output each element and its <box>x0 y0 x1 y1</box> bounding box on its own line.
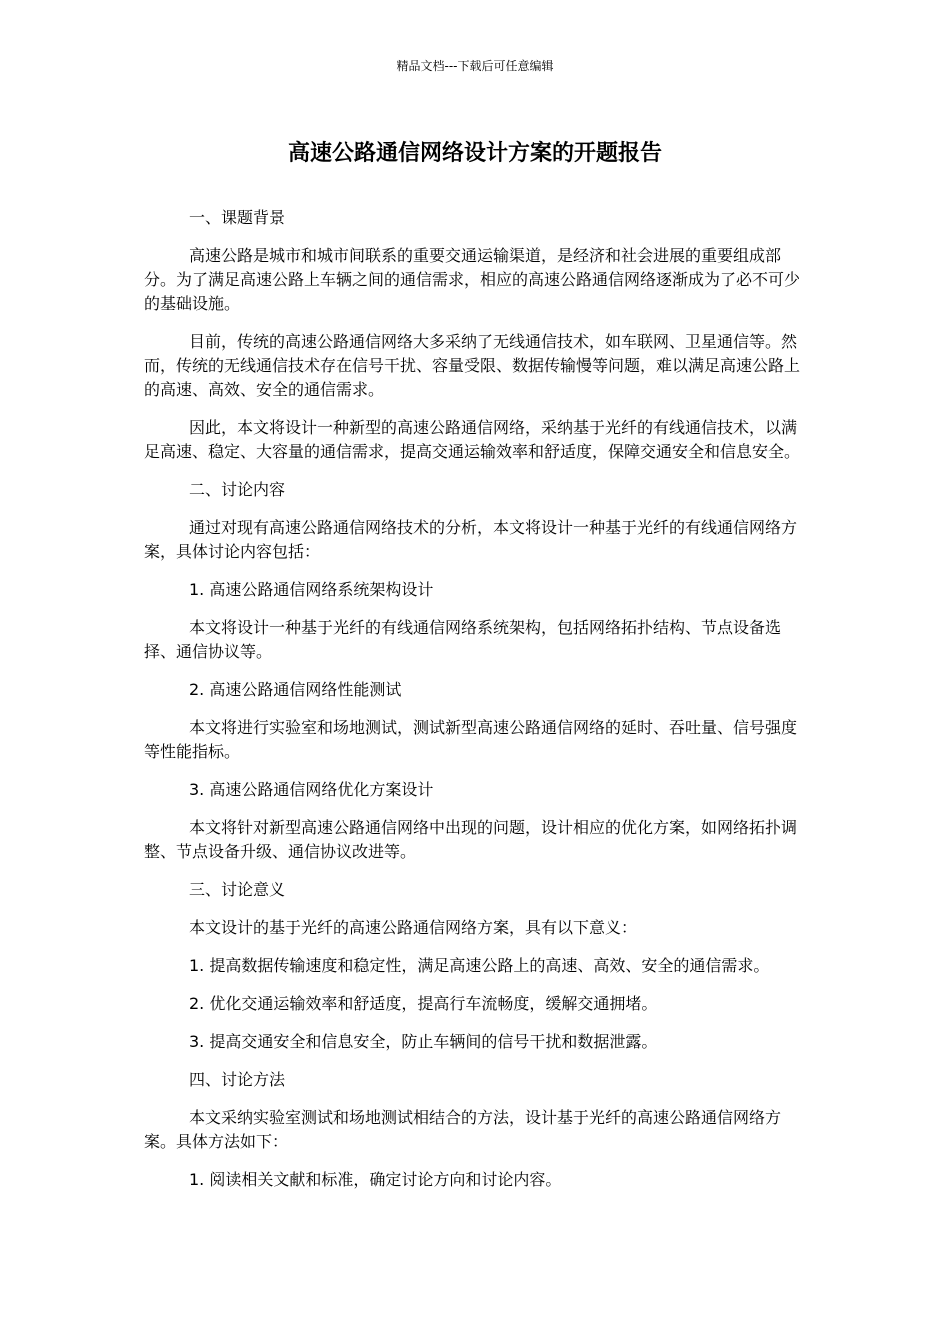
document-body <box>144 206 810 1206</box>
section-heading-methods: 四、讨论方法 <box>189 1070 286 1089</box>
paragraph-optimization: 本文将针对新型高速公路通信网络中出现的问题，设计相应的优化方案，如网络拓扑调整、节点设备升级、通信协议改进等。 <box>144 818 798 861</box>
paragraph-architecture: 本文将设计一种基于光纤的有线通信网络系统架构，包括网络拓扑结构、节点设备选择、通信协议等。 <box>144 618 782 661</box>
paragraph-significance-intro: 本文设计的基于光纤的高速公路通信网络方案，具有以下意义： <box>189 918 638 937</box>
document-title: 高速公路通信网络设计方案的开题报告 <box>287 141 662 166</box>
paragraph-methods-intro: 本文采纳实验室测试和场地测试相结合的方法，设计基于光纤的高速公路通信网络方案。具体方法如下： <box>144 1108 782 1151</box>
paragraph-background-3: 因此，本文将设计一种新型的高速公路通信网络，采纳基于光纤的有线通信技术，以满足高速、稳定、大容量的通信需求，提高交通运输效率和舒适度，保障交通安全和信息安全。 <box>144 418 801 461</box>
paragraph-background-2: 目前，传统的高速公路通信网络大多采纳了无线通信技术，如车联网、卫星通信等。然而，传统的无线通信技术存在信号干扰、容量受限、数据传输慢等问题，难以满足高速公路上的高速、高效、安全的通信需求。 <box>144 332 801 399</box>
significance-item-2: 2. 优化交通运输效率和舒适度，提高行车流畅度，缓解交通拥堵。 <box>189 994 658 1013</box>
significance-item-1: 1. 提高数据传输速度和稳定性，满足高速公路上的高速、高效、安全的通信需求。 <box>189 956 770 975</box>
item-heading-optimization: 3. 高速公路通信网络优化方案设计 <box>189 780 434 799</box>
item-heading-performance-test: 2. 高速公路通信网络性能测试 <box>189 680 402 699</box>
section-heading-significance: 三、讨论意义 <box>189 880 286 899</box>
methods-item-1: 1. 阅读相关文献和标准，确定讨论方向和讨论内容。 <box>189 1170 562 1189</box>
header-note: 精品文档---下载后可任意编辑 <box>396 59 554 73</box>
section-heading-research-content: 二、讨论内容 <box>189 480 286 499</box>
paragraph-background-1: 高速公路是城市和城市间联系的重要交通运输渠道，是经济和社会进展的重要组成部分。为了满足高速公路上车辆之间的通信需求，相应的高速公路通信网络逐渐成为了必不可少的基础设施。 <box>144 246 801 313</box>
item-heading-architecture: 1. 高速公路通信网络系统架构设计 <box>189 580 434 599</box>
section-heading-background: 一、课题背景 <box>189 208 286 227</box>
paragraph-research-intro: 通过对现有高速公路通信网络技术的分析，本文将设计一种基于光纤的有线通信网络方案，具体讨论内容包括： <box>144 518 798 561</box>
significance-item-3: 3. 提高交通安全和信息安全，防止车辆间的信号干扰和数据泄露。 <box>189 1032 658 1051</box>
paragraph-performance-test: 本文将进行实验室和场地测试，测试新型高速公路通信网络的延时、吞吐量、信号强度等性能指标。 <box>144 718 798 761</box>
